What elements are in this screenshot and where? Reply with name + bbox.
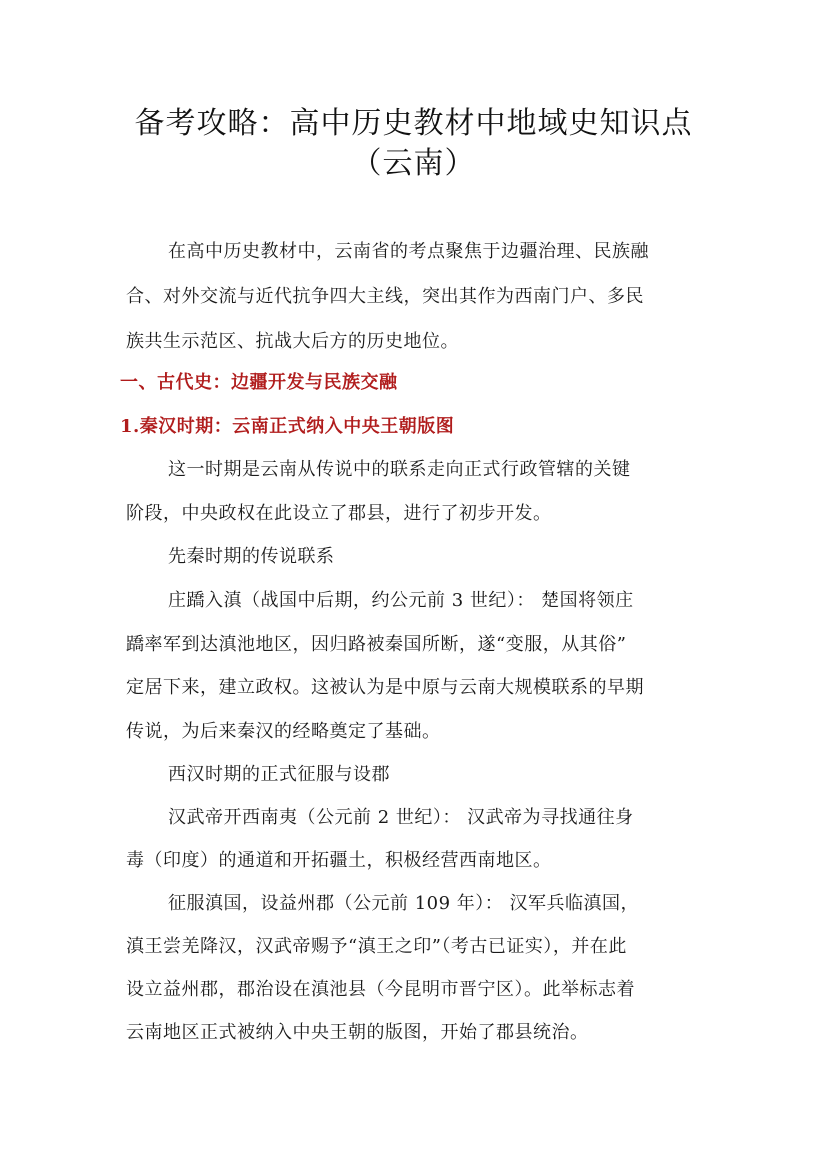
body-line: 这一时期是云南从传说中的联系走向正式行政管辖的关键 xyxy=(168,459,631,480)
topic-title: 西汉时期的正式征服与设郡 xyxy=(168,764,390,785)
body-line: 阶段，中央政权在此设立了郡县，进行了初步开发。 xyxy=(126,503,552,524)
body-line: 定居下来，建立政权。这被认为是中原与云南大规模联系的早期 xyxy=(126,677,644,698)
body-line: 滇王尝羌降汉，汉武帝赐予“滇王之印”（考古已证实），并在此 xyxy=(126,936,627,957)
topic-title: 先秦时期的传说联系 xyxy=(168,546,335,567)
section-heading: 一、古代史：边疆开发与民族交融 xyxy=(120,372,398,393)
body-line: 汉武帝开西南夷（公元前 2 世纪）： 汉武帝为寻找通往身 xyxy=(168,807,634,828)
document-title: 备考攻略：高中历史教材中地域史知识点 xyxy=(134,106,693,141)
subsection-heading: 1.秦汉时期：云南正式纳入中央王朝版图 xyxy=(120,416,455,437)
body-line: 云南地区正式被纳入中央王朝的版图，开始了郡县统治。 xyxy=(126,1022,589,1043)
body-line: 设立益州郡，郡治设在滇池县（今昆明市晋宁区）。此举标志着 xyxy=(126,979,635,1000)
body-line: 传说，为后来秦汉的经略奠定了基础。 xyxy=(126,721,441,742)
body-line: 庄蹻入滇（战国中后期，约公元前 3 世纪）： 楚国将领庄 xyxy=(168,590,634,611)
document-subtitle: （云南） xyxy=(351,146,476,181)
body-line: 征服滇国，设益州郡（公元前 109 年）： 汉军兵临滇国， xyxy=(168,893,640,914)
body-line: 毒（印度）的通道和开拓疆土，积极经营西南地区。 xyxy=(126,850,552,871)
intro-line: 族共生示范区、抗战大后方的历史地位。 xyxy=(126,331,459,352)
intro-line: 合、对外交流与近代抗争四大主线，突出其作为西南门户、多民 xyxy=(126,286,644,307)
intro-line: 在高中历史教材中，云南省的考点聚焦于边疆治理、民族融 xyxy=(168,241,649,262)
body-line: 蹻率军到达滇池地区，因归路被秦国所断，遂“变服，从其俗” xyxy=(126,634,627,655)
